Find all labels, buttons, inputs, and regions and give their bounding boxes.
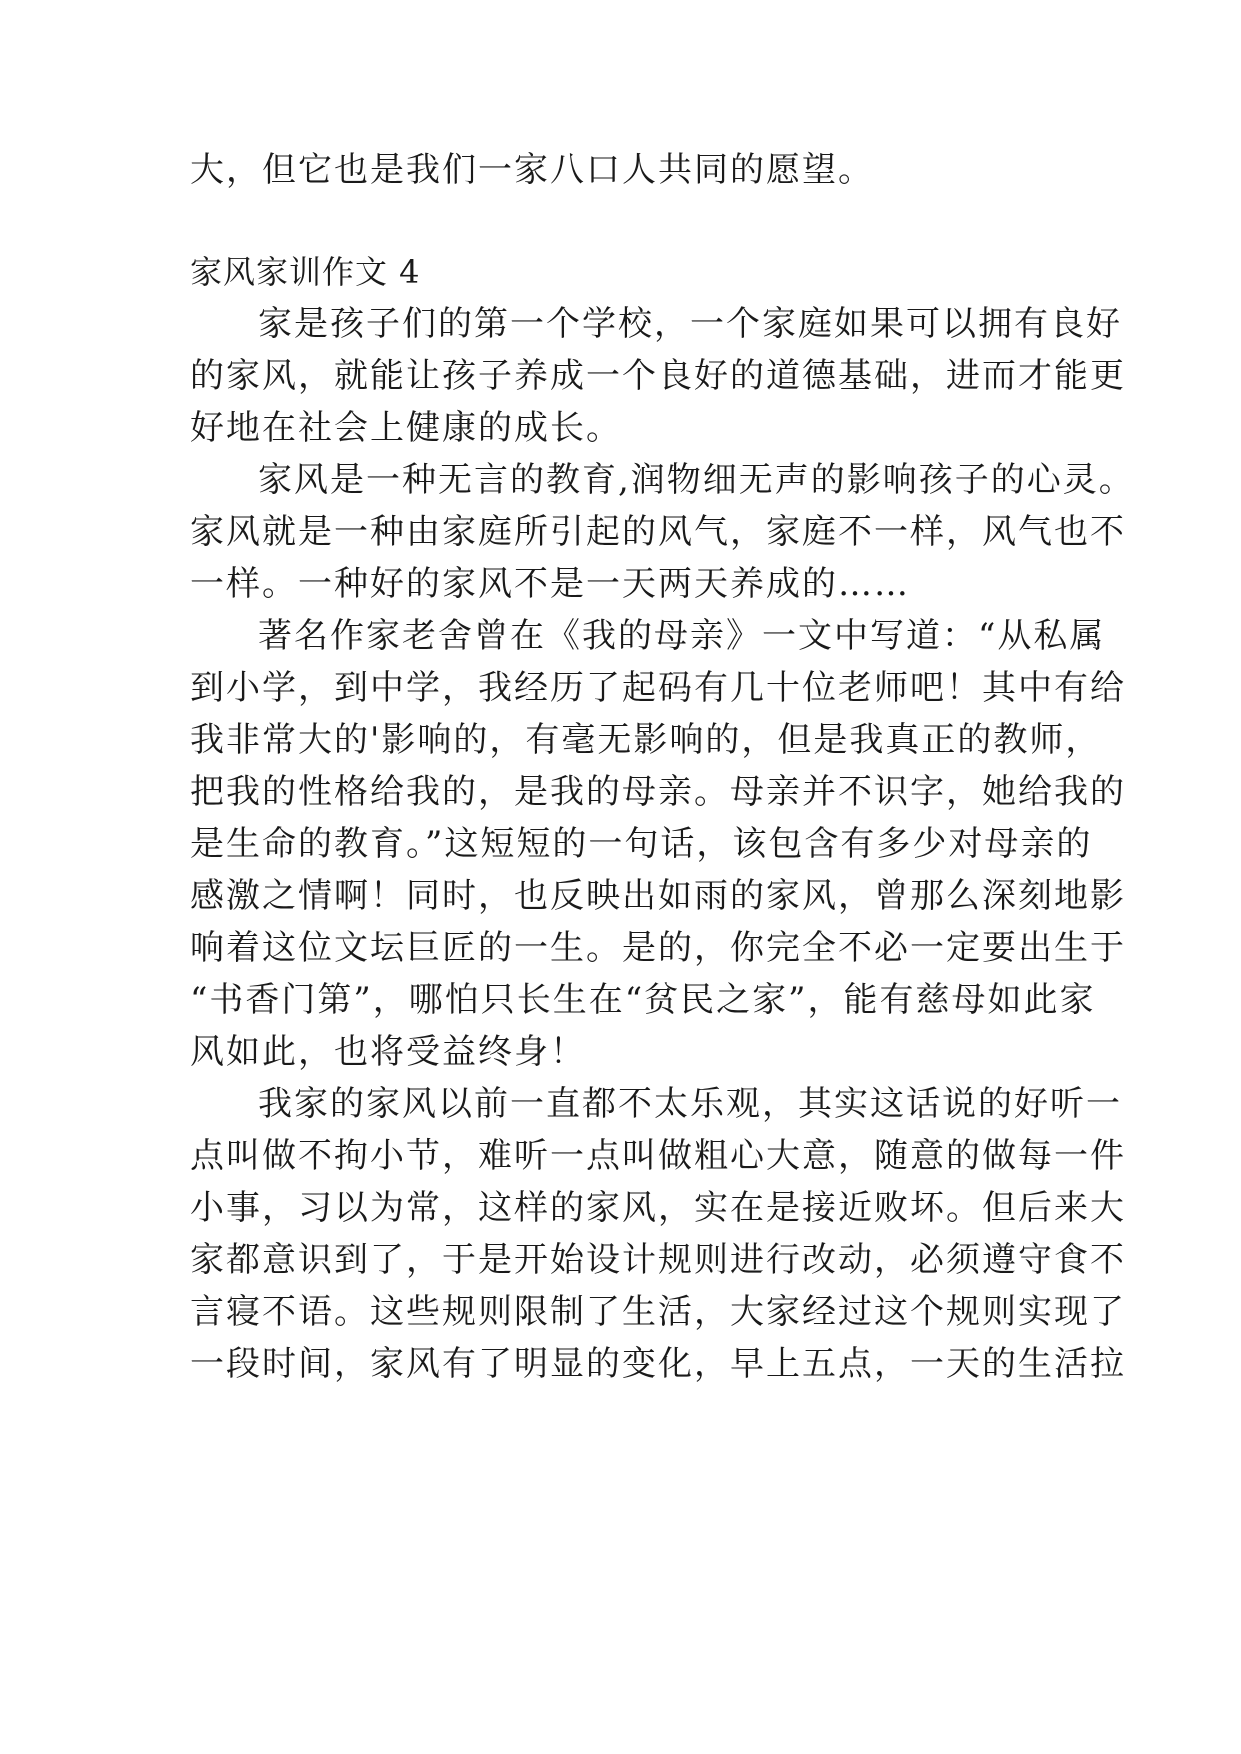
paragraph-line: 家风是一种无言的教育,润物细无声的影响孩子的心灵。 <box>258 460 1135 500</box>
paragraph-line: 小事，习以为常，这样的家风，实在是接近败坏。但后来大 <box>190 1188 1126 1228</box>
paragraph-line: 把我的性格给我的，是我的母亲。母亲并不识字，她给我的 <box>190 772 1126 812</box>
paragraph-line: 家都意识到了，于是开始设计规则进行改动，必须遵守食不 <box>190 1240 1126 1280</box>
paragraph-line: 我家的家风以前一直都不太乐观，其实这话说的好听一 <box>258 1084 1122 1124</box>
paragraph-line: 家是孩子们的第一个学校，一个家庭如果可以拥有良好 <box>258 304 1122 344</box>
paragraph-line: 言寝不语。这些规则限制了生活，大家经过这个规则实现了 <box>190 1292 1126 1332</box>
paragraph-line: 的家风，就能让孩子养成一个良好的道德基础，进而才能更 <box>190 356 1126 396</box>
paragraph-line: “书香门第”，哪怕只长生在“贫民之家”，能有慈母如此家 <box>190 980 1096 1020</box>
paragraph-line: 好地在社会上健康的成长。 <box>190 408 622 448</box>
carry-over-line: 大，但它也是我们一家八口人共同的愿望。 <box>190 150 874 190</box>
paragraph-line: 家风就是一种由家庭所引起的风气，家庭不一样，风气也不 <box>190 512 1126 552</box>
paragraph-line: 一样。一种好的家风不是一天两天养成的…… <box>190 564 910 604</box>
paragraph-line: 点叫做不拘小节，难听一点叫做粗心大意，随意的做每一件 <box>190 1136 1126 1176</box>
section-heading: 家风家训作文 4 <box>190 253 421 291</box>
paragraph-line: 我非常大的'影响的，有毫无影响的，但是我真正的教师， <box>190 720 1102 760</box>
paragraph-line: 响着这位文坛巨匠的一生。是的，你完全不必一定要出生于 <box>190 928 1126 968</box>
paragraph-line: 是生命的教育。”这短短的一句话，该包含有多少对母亲的 <box>190 824 1093 864</box>
paragraph-line: 感激之情啊！同时，也反映出如雨的家风，曾那么深刻地影 <box>190 876 1126 916</box>
paragraph-line: 一段时间，家风有了明显的变化，早上五点，一天的生活拉 <box>190 1344 1126 1384</box>
paragraph-line: 到小学，到中学，我经历了起码有几十位老师吧！其中有给 <box>190 668 1126 708</box>
paragraph-line: 风如此，也将受益终身！ <box>190 1032 586 1072</box>
paragraph-line: 著名作家老舍曾在《我的母亲》一文中写道：“从私属 <box>258 616 1106 656</box>
